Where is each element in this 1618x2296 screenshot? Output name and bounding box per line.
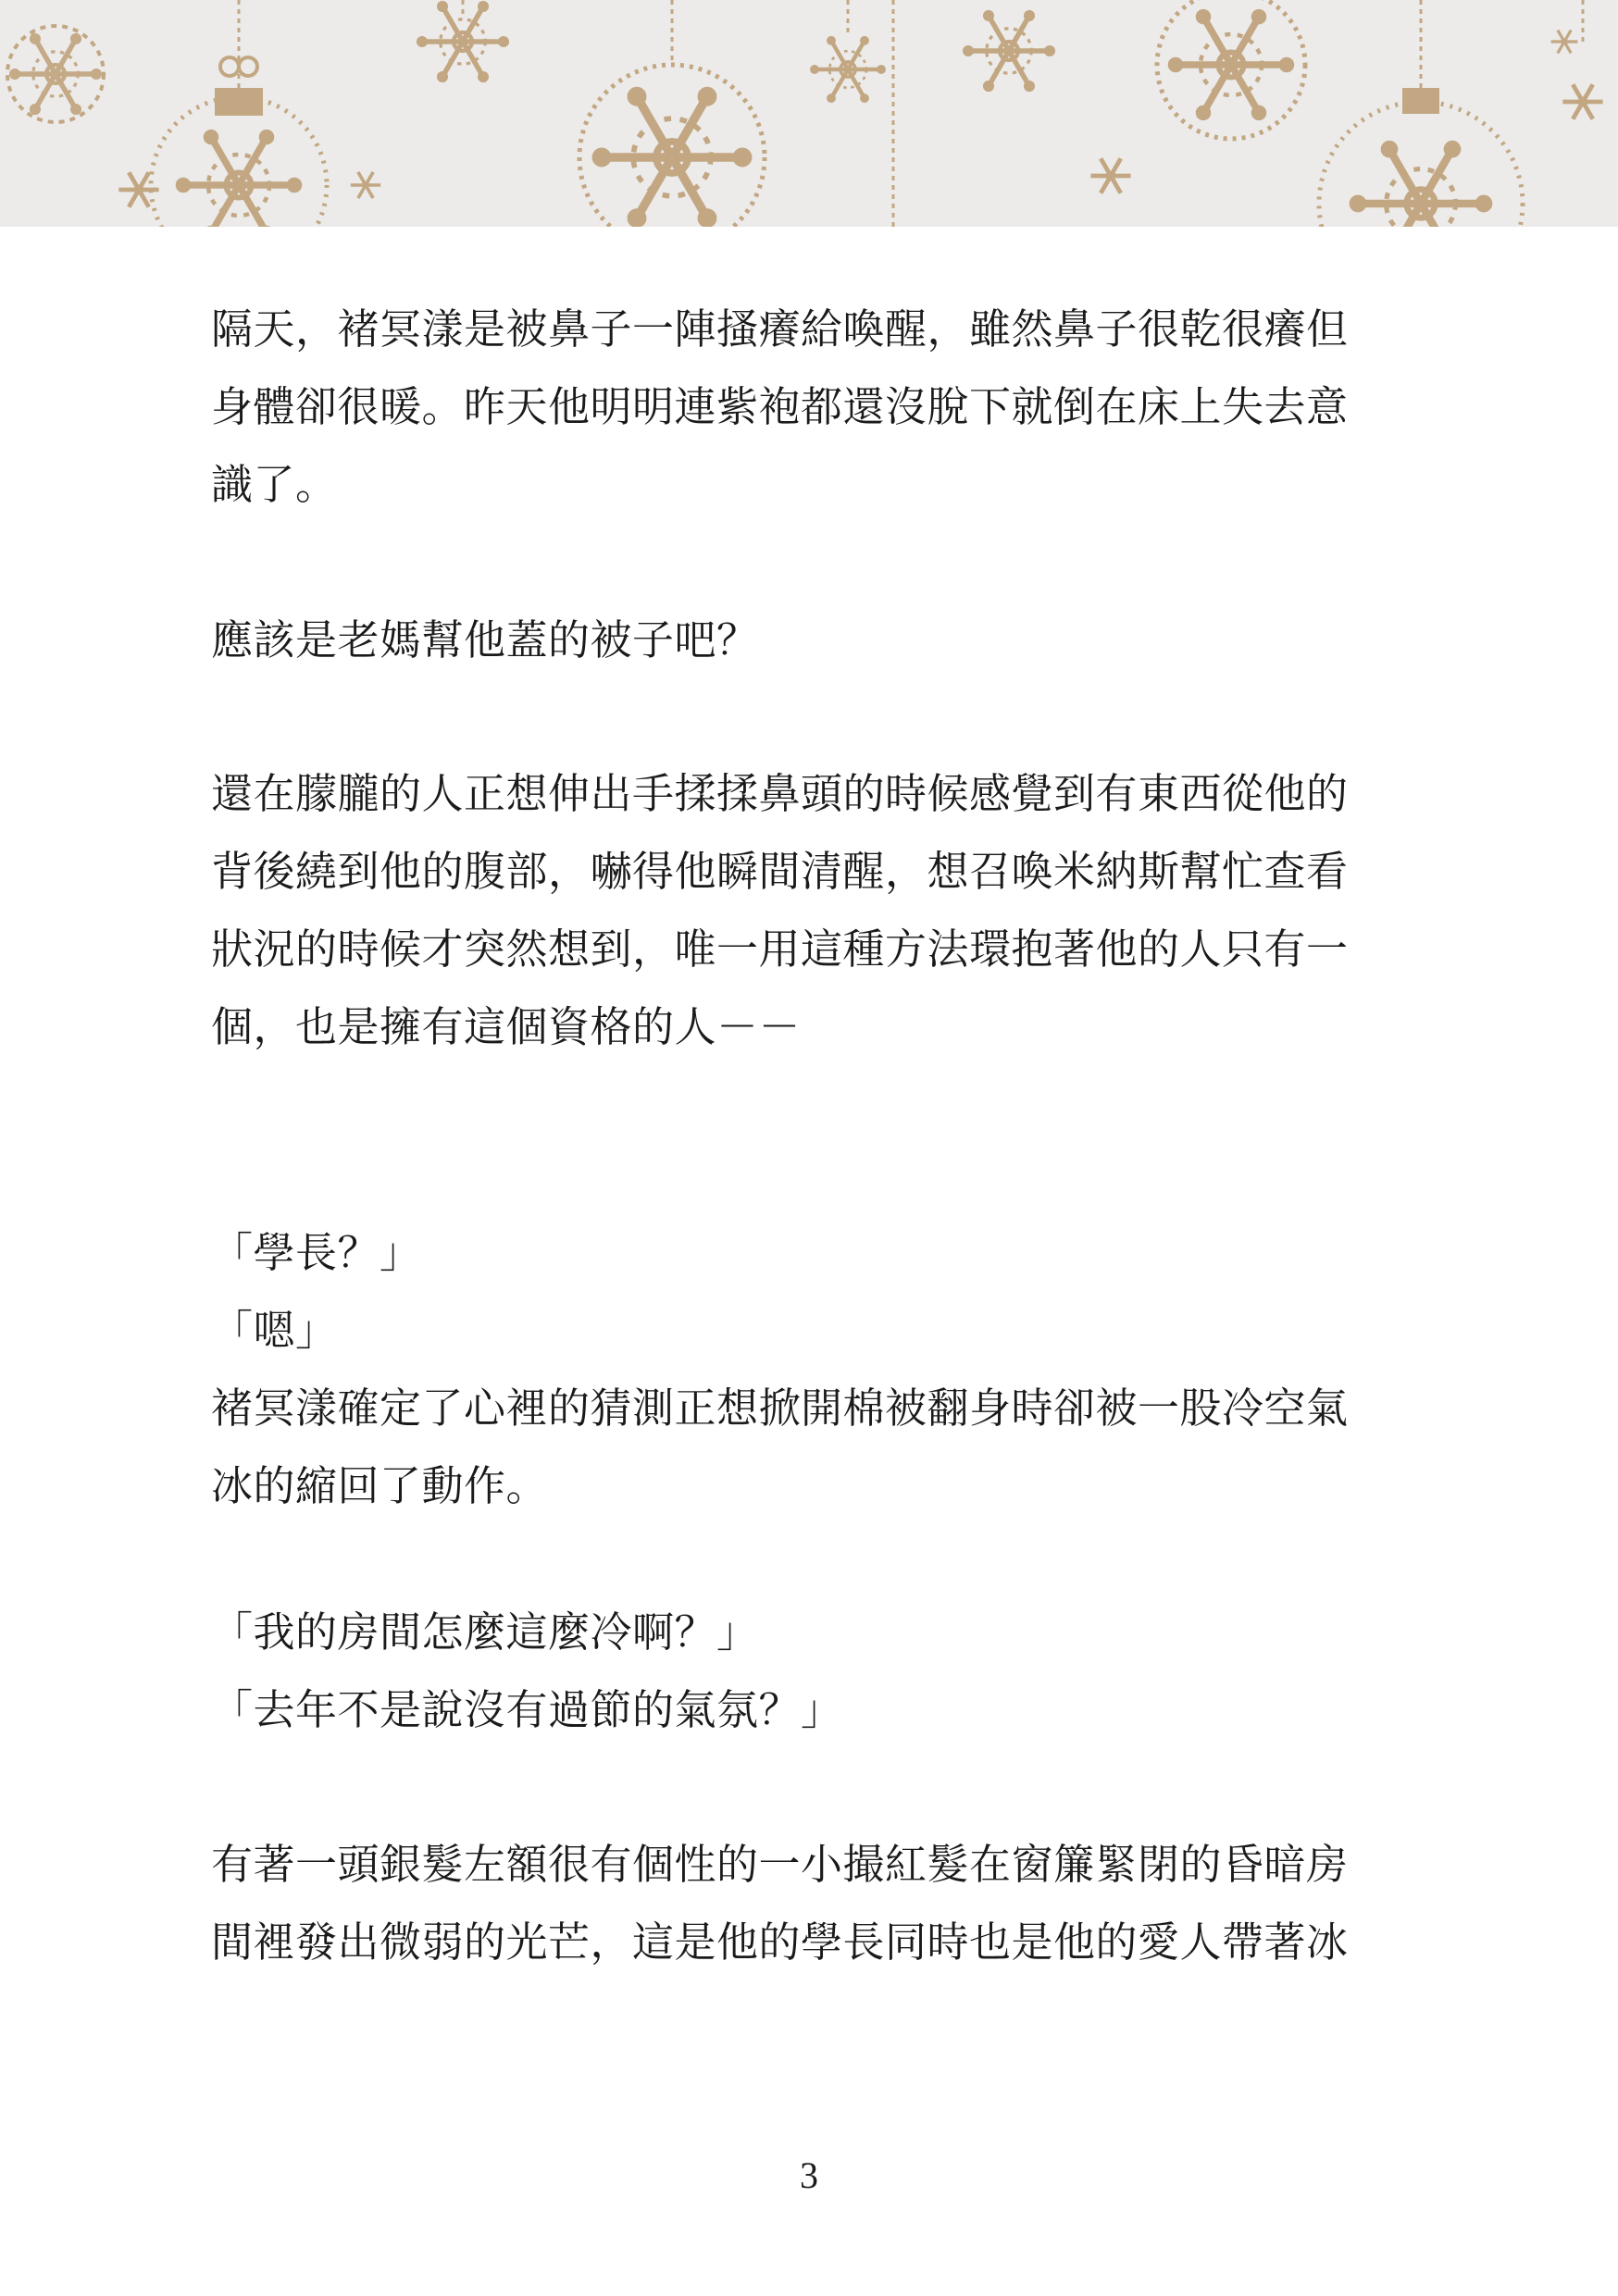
text-line: 隔天，褚冥漾是被鼻子一陣搔癢給喚醒，雖然鼻子很乾很癢但 xyxy=(211,304,1349,354)
paragraph-3 xyxy=(211,755,1414,1066)
text-line: 身體卻很暖。昨天他明明連紫袍都還沒脫下就倒在床上失去意 xyxy=(211,382,1349,431)
text-line: 間裡發出微弱的光芒，這是他的學長同時也是他的愛人帶著冰 xyxy=(211,1917,1349,1967)
text-line: 狀況的時候才突然想到，唯一用這種方法環抱著他的人只有一 xyxy=(211,925,1349,974)
page-number: 3 xyxy=(800,2154,818,2196)
dialogue-line: 「去年不是說沒有過節的氣氛？」 xyxy=(211,1685,843,1734)
text-line: 個，也是擁有這個資格的人－－ xyxy=(211,1002,802,1051)
paragraph-2 xyxy=(211,602,1414,679)
paragraph-5 xyxy=(211,1594,1414,1749)
paragraph-6 xyxy=(211,1826,1414,1981)
text-line: 識了。 xyxy=(211,460,338,509)
paragraph-1 xyxy=(211,291,1414,524)
dialogue-line: 「我的房間怎麼這麼冷啊？」 xyxy=(211,1607,759,1657)
dialogue-line: 「學長？」 xyxy=(211,1228,422,1277)
paragraph-4 xyxy=(211,1214,1414,1525)
text-line: 應該是老媽幫他蓋的被子吧？ xyxy=(211,615,759,664)
text-line: 有著一頭銀髮左額很有個性的一小撮紅髮在窗簾緊閉的昏暗房 xyxy=(211,1840,1349,1889)
christmas-ornament-banner xyxy=(0,0,1618,227)
text-line: 冰的縮回了動作。 xyxy=(211,1461,549,1510)
dialogue-line: 「嗯」 xyxy=(211,1306,338,1355)
text-line: 褚冥漾確定了心裡的猜測正想掀開棉被翻身時卻被一股冷空氣 xyxy=(211,1384,1349,1433)
snowflake-ornament-illustration xyxy=(0,0,1618,227)
text-line: 背後繞到他的腹部，嚇得他瞬間清醒，想召喚米納斯幫忙查看 xyxy=(211,847,1349,896)
text-line: 還在朦朧的人正想伸出手揉揉鼻頭的時候感覺到有東西從他的 xyxy=(211,769,1349,818)
